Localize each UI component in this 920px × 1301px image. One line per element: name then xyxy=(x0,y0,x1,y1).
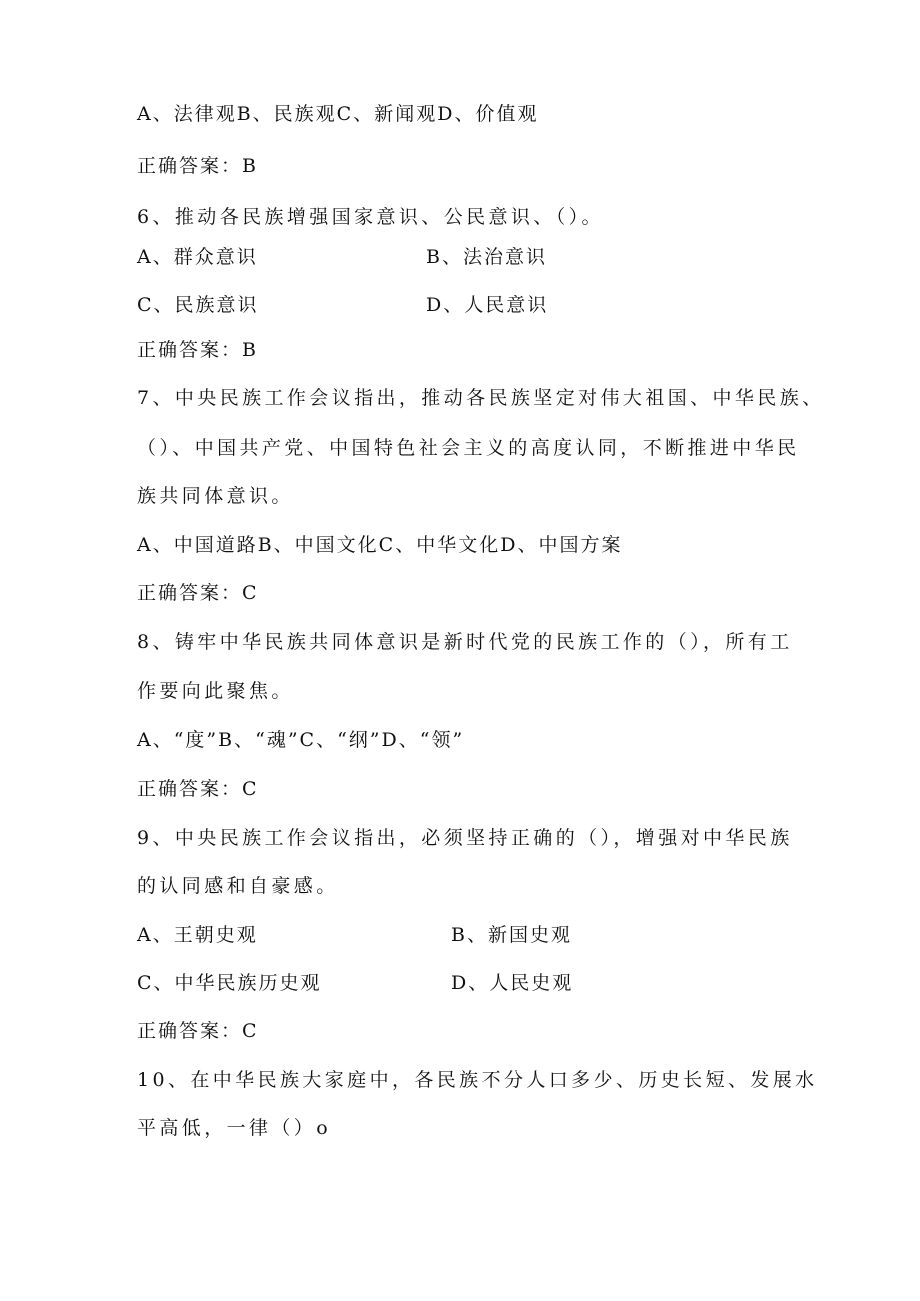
q7-stem-line2: （）、中国共产党、中国特色社会主义的高度认同，不断推进中华民 xyxy=(137,437,800,459)
q6-stem: 6、推动各民族增强国家意识、公民意识、（）。 xyxy=(137,206,604,228)
q8-options: A、“度”B、“魂”C、“纲”D、“领” xyxy=(137,729,465,751)
q6-option-d: D、人民意识 xyxy=(426,294,549,316)
q9-option-d: D、人民史观 xyxy=(451,972,574,994)
q5-options: A、法律观B、民族观C、新闻观D、价值观 xyxy=(137,103,539,125)
q8-stem-line1: 8、铸牢中华民族共同体意识是新时代党的民族工作的（），所有工 xyxy=(137,631,793,653)
q10-stem-line1: 10、在中华民族大家庭中，各民族不分人口多少、历史长短、发展水 xyxy=(137,1069,818,1091)
q10-stem-line2: 平高低，一律（）o xyxy=(137,1117,332,1139)
q9-option-a: A、王朝史观 xyxy=(137,924,258,946)
q8-answer: 正确答案：C xyxy=(137,778,259,800)
q9-option-b: B、新国史观 xyxy=(451,924,572,946)
q9-option-c: C、中华民族历史观 xyxy=(137,972,322,994)
q8-stem-line2: 作要向此聚焦。 xyxy=(137,680,294,702)
q7-stem-line3: 族共同体意识。 xyxy=(137,485,294,507)
q9-stem-line1: 9、中央民族工作会议指出，必须坚持正确的（），增强对中华民族 xyxy=(137,827,793,849)
q6-answer: 正确答案：B xyxy=(137,339,258,361)
q7-answer: 正确答案：C xyxy=(137,582,259,604)
q6-option-a: A、群众意识 xyxy=(137,246,258,268)
q9-stem-line2: 的认同感和自豪感。 xyxy=(137,875,339,897)
q6-option-b: B、法治意识 xyxy=(426,246,547,268)
q6-option-c: C、民族意识 xyxy=(137,294,259,316)
q5-answer: 正确答案：B xyxy=(137,155,258,177)
q7-stem-line1: 7、中央民族工作会议指出，推动各民族坚定对伟大祖国、中华民族、 xyxy=(137,387,825,409)
q7-options: A、中国道路B、中国文化C、中华文化D、中国方案 xyxy=(137,534,623,556)
q9-answer: 正确答案：C xyxy=(137,1020,259,1042)
